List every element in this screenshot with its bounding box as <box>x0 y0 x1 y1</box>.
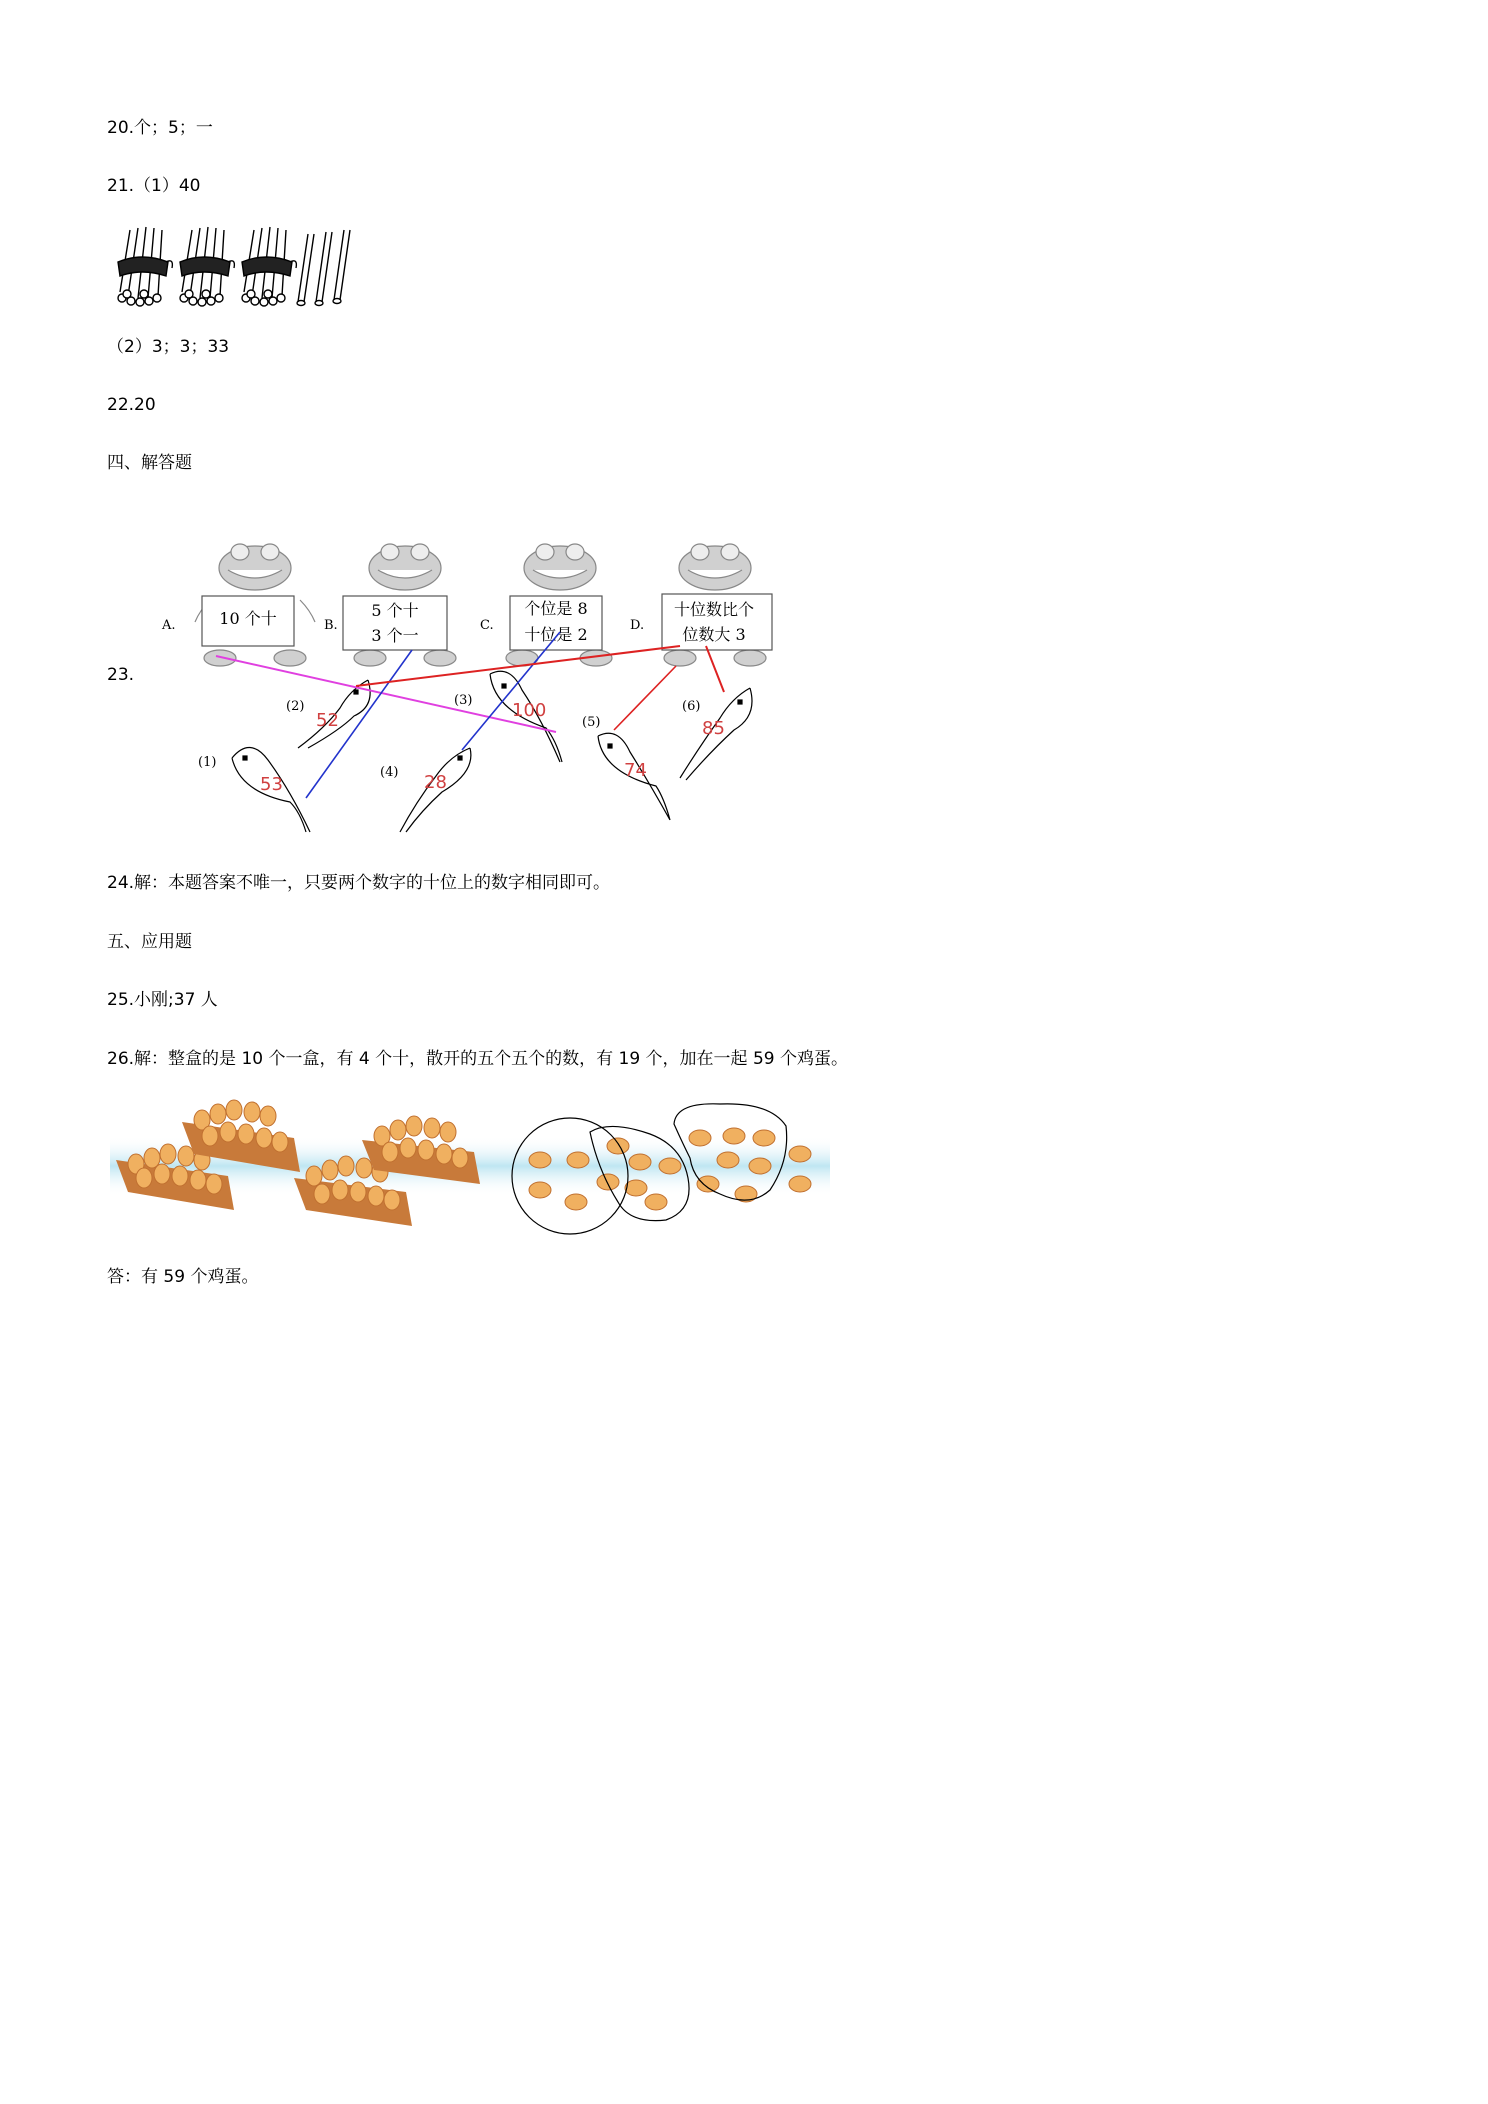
frog-d-line2: 位数大 3 <box>682 625 746 644</box>
fish-3-number: 100 <box>512 700 547 721</box>
frog-b-letter: B. <box>324 618 338 633</box>
frog-a-letter: A. <box>162 618 176 633</box>
frog-d-line1: 十位数比个 <box>673 600 755 619</box>
fish-4-label: (4) <box>380 765 399 780</box>
answer-23-label: 23. <box>107 665 135 685</box>
fish-3-label: (3) <box>454 693 473 708</box>
fish-5-label: (5) <box>582 715 601 730</box>
frog-c-line1: 个位是 8 <box>524 599 588 618</box>
answer-25: 25.小刚;37 人 <box>107 990 218 1010</box>
frog-c-letter: C. <box>480 618 494 633</box>
match-line-d-6 <box>706 646 724 692</box>
fish-1-label: (1) <box>198 755 217 770</box>
fish-4-number: 28 <box>424 772 447 793</box>
answer-24: 24.解：本题答案不唯一，只要两个数字的十位上的数字相同即可。 <box>107 873 611 893</box>
answer-21-part2: （2）3；3；33 <box>107 337 230 357</box>
stick-bundle-2 <box>180 227 234 306</box>
fish-6 <box>680 688 752 780</box>
answer-26: 26.解：整盒的是 10 个一盒，有 4 个十，散开的五个五个的数，有 19 个，加在一起 59 个鸡蛋。 <box>107 1049 848 1069</box>
frog-a <box>161 544 315 666</box>
frog-b-line2: 3 个一 <box>371 626 419 645</box>
frog-d <box>630 544 772 666</box>
fish-1-number: 53 <box>260 774 283 795</box>
fish-4 <box>380 748 471 832</box>
frog-d-letter: D. <box>630 618 645 633</box>
frog-b-line1: 5 个十 <box>371 601 419 620</box>
frog-b <box>324 544 456 666</box>
sticks-illustration <box>112 222 362 310</box>
answer-21-part1: 21.（1）40 <box>107 176 201 196</box>
fish-6-label: (6) <box>682 699 701 714</box>
frog-a-line1: 10 个十 <box>219 609 277 628</box>
fish-2-label: (2) <box>286 699 305 714</box>
fish-2 <box>286 680 370 748</box>
stick-bundle-1 <box>118 227 172 306</box>
match-line-d-5 <box>614 666 676 730</box>
section-5-heading: 五、应用题 <box>107 932 192 952</box>
fish-5 <box>582 715 670 820</box>
fish-6-number: 85 <box>702 718 725 739</box>
stick-bundle-3 <box>242 227 296 306</box>
final-answer-26: 答：有 59 个鸡蛋。 <box>107 1267 259 1287</box>
fish-2-number: 52 <box>316 710 339 731</box>
section-4-heading: 四、解答题 <box>107 453 192 473</box>
single-sticks <box>297 230 350 306</box>
fish-5-number: 74 <box>624 760 647 781</box>
frog-fish-matching-diagram <box>150 540 780 840</box>
answer-20: 20.个；5；一 <box>107 118 213 138</box>
frog-c-line2: 十位是 2 <box>524 625 588 644</box>
eggs-illustration <box>110 1098 840 1240</box>
fish-1 <box>198 747 310 832</box>
answer-22: 22.20 <box>107 395 156 415</box>
